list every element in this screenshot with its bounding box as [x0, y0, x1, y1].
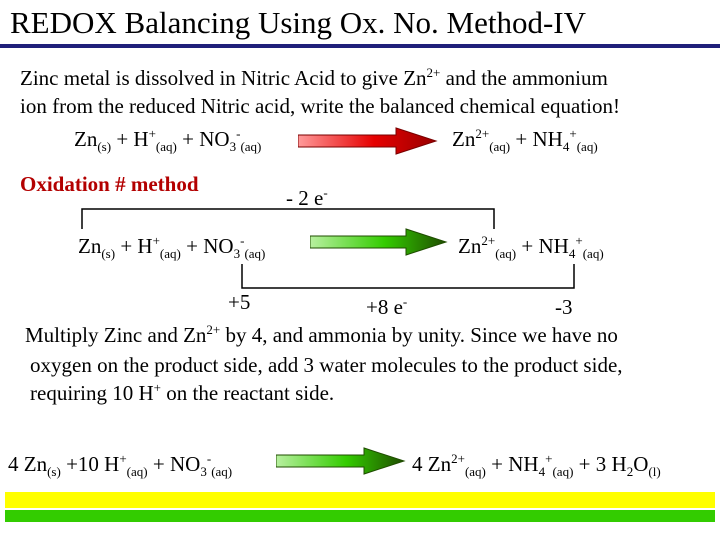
eq3-reaction-arrow — [276, 446, 406, 476]
footer-band-green — [5, 510, 715, 522]
footer-band-yellow — [5, 492, 715, 508]
eq2-reaction-arrow — [310, 227, 448, 257]
eq2-reactants: $Zn_{(s)} + H^+_{(aq)} + NO_3^-_{(aq)}$ — [78, 233, 266, 262]
electrons-lost-label: - 2 e- — [286, 185, 328, 210]
method-label: Oxidation # method — [20, 172, 199, 196]
ox-number-nitrogen-ammonium: -3 — [555, 295, 573, 319]
eq1-reaction-arrow — [298, 126, 438, 156]
explain-line-3: requiring 10 H+ on the reactant side. — [30, 380, 335, 405]
explain-line-1: Multiply Zinc and $Zn^{2+}$ by 4, and ammonia by unity. Since we have no — [25, 322, 618, 347]
title-underline — [0, 44, 720, 48]
reduction-bracket — [240, 262, 580, 292]
eq1-reactants: $Zn_{(s)} + H^+_{(aq)} + NO_3^-_{(aq)}$ — [74, 126, 262, 155]
electrons-gained-label: +8 e- — [366, 294, 408, 319]
eq1-products: $Zn^{2+}_{(aq)} + NH_4^+_{(aq)}$ — [452, 126, 598, 155]
intro-line-1: Zinc metal is dissolved in Nitric Acid to give $Zn^{2+}$ and the ammonium — [20, 65, 608, 90]
eq3-reactants: 4 $Zn_{(s)} +10$ $H^+_{(aq)} + NO_3^-_{(aq)}$ — [8, 451, 233, 480]
intro-line-2: ion from the reduced Nitric acid, write the balanced chemical equation! — [20, 94, 620, 118]
slide-title: REDOX Balancing Using Ox. No. Method-IV — [10, 5, 587, 40]
eq3-products: 4 $Zn^{2+}_{(aq)} + NH_4^+_{(aq)} + 3$ $H_2O_{(l)}$ — [412, 451, 661, 480]
eq2-products: $Zn^{2+}_{(aq)} + NH_4^+_{(aq)}$ — [458, 233, 604, 262]
explain-line-2: oxygen on the product side, add 3 water molecules to the product side, — [30, 353, 623, 377]
ox-number-nitrogen-nitrate: +5 — [228, 290, 251, 314]
